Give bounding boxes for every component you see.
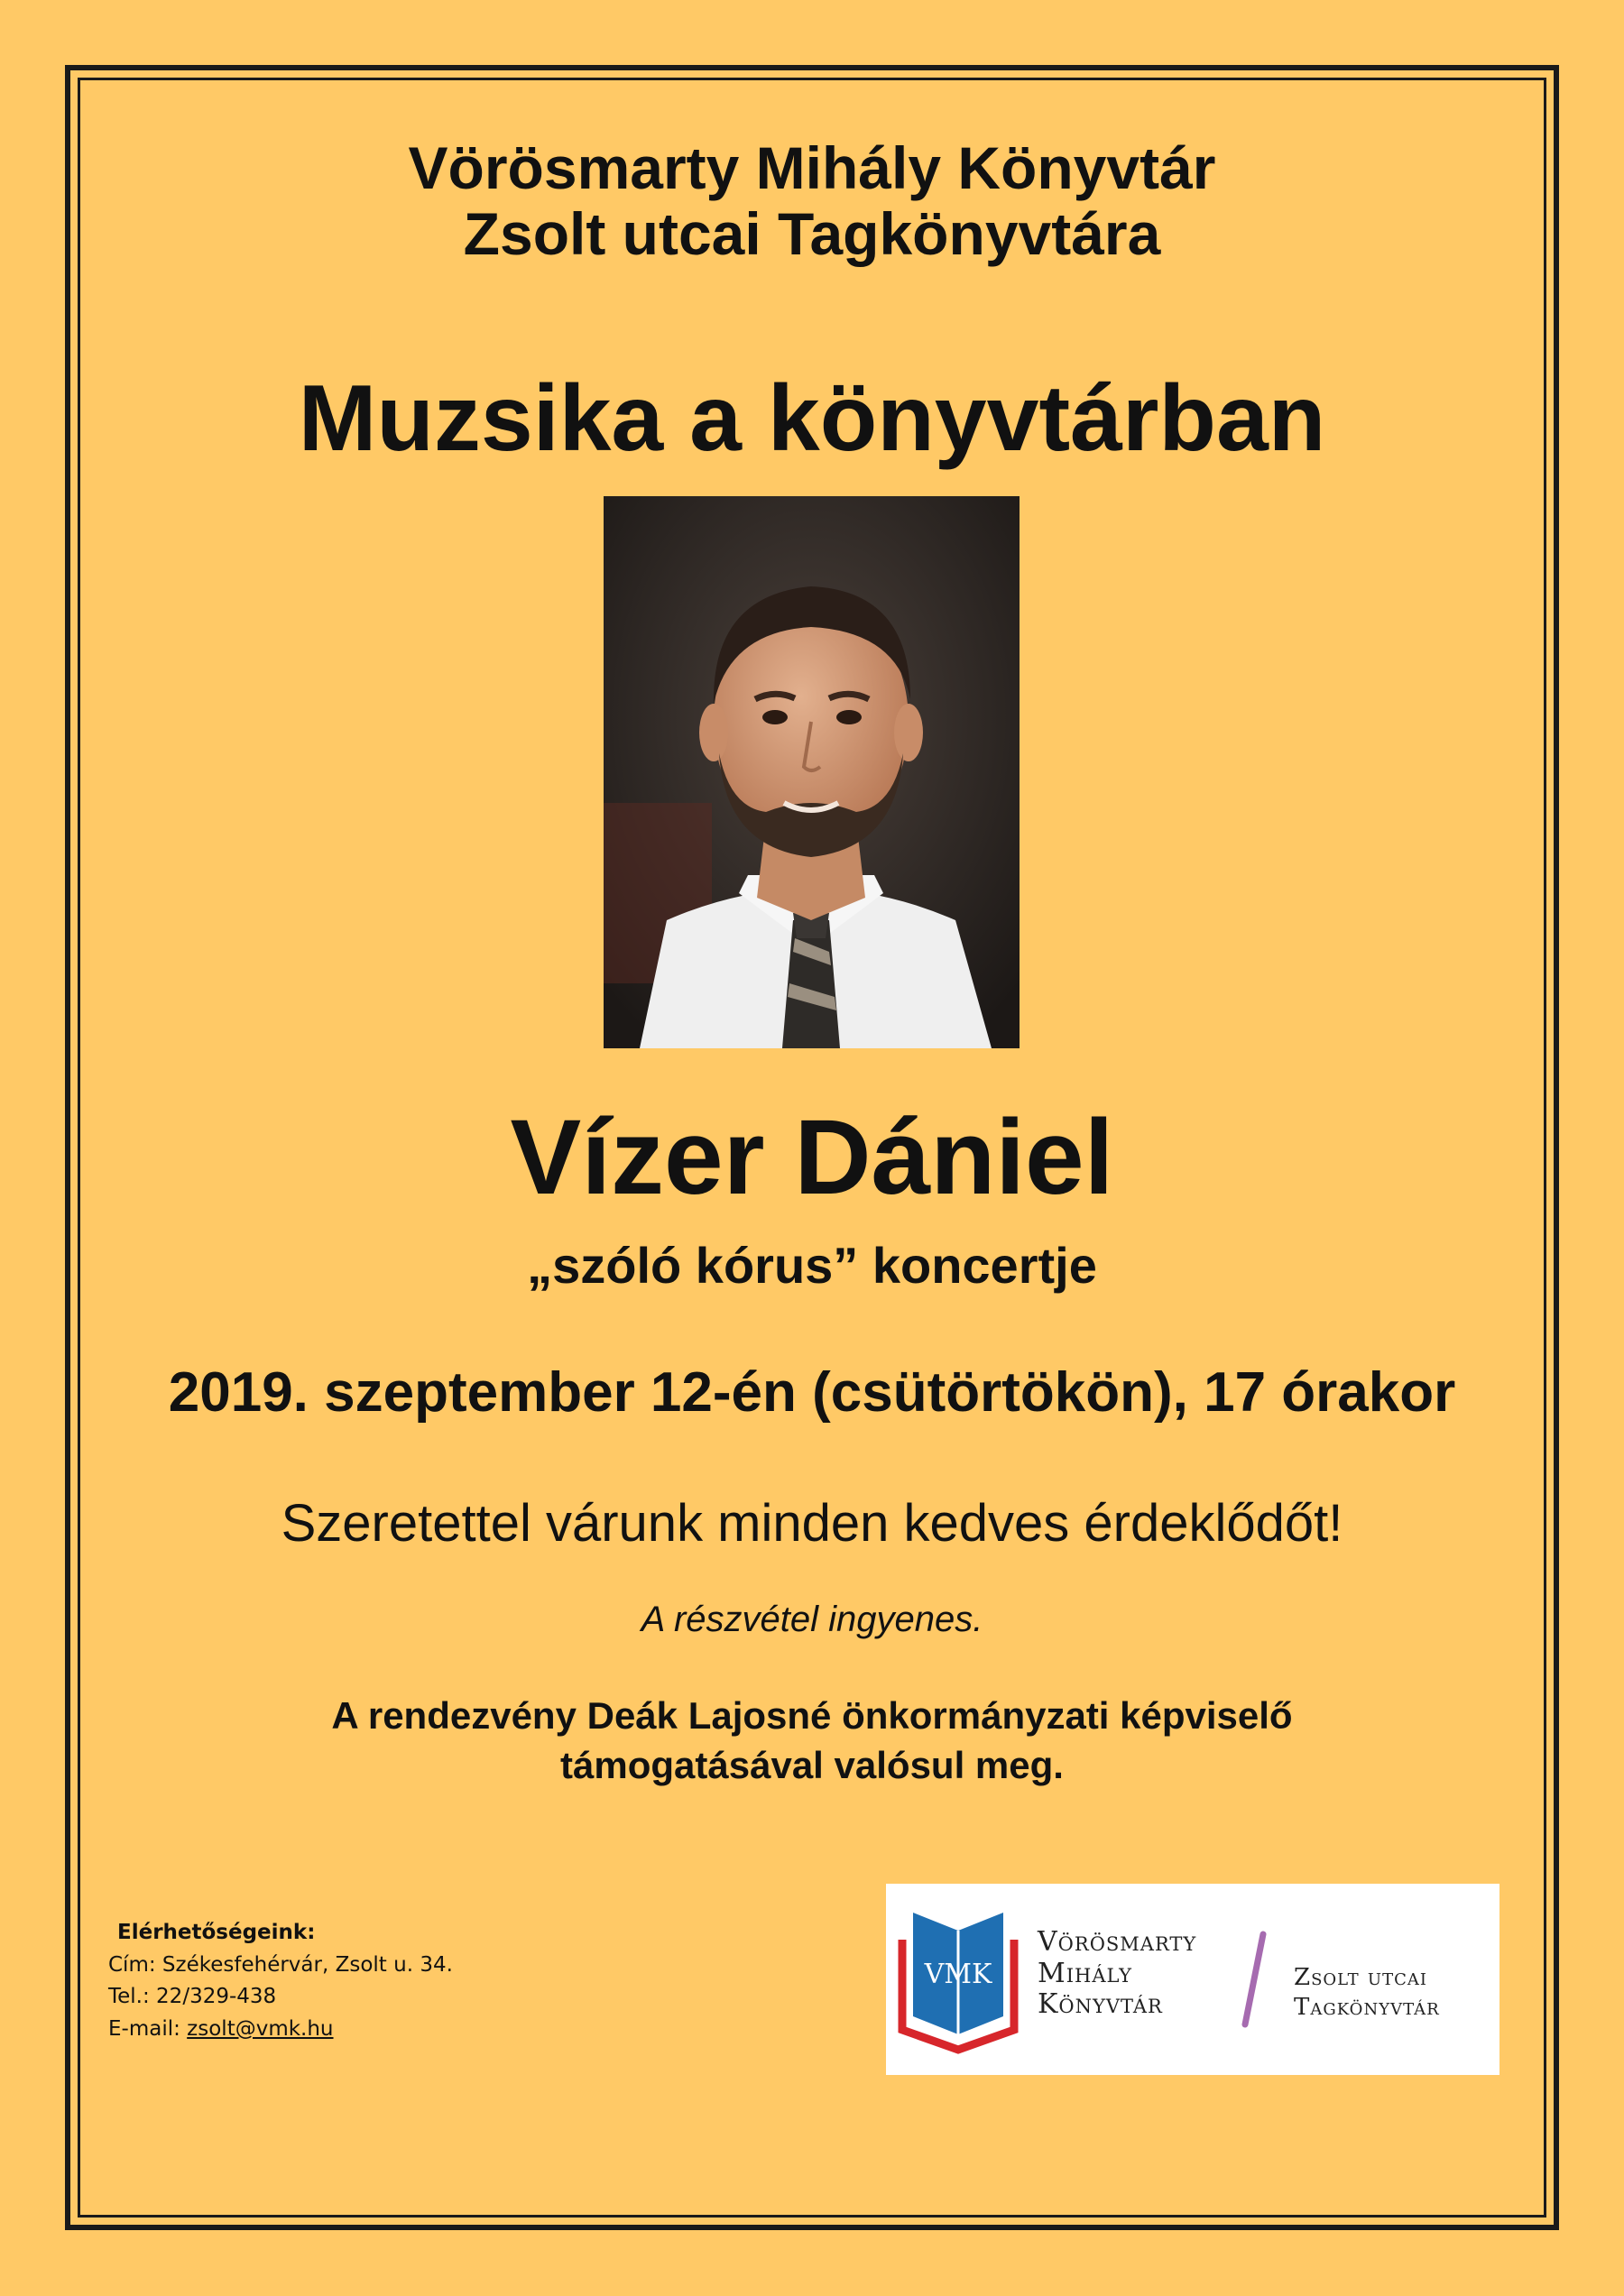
logo-library-name (1038, 1927, 1196, 2021)
logo-mark-text: VMK (924, 1959, 992, 1990)
logo-library-line-1: Vörösmarty (1038, 1926, 1197, 1958)
contact-info (108, 1917, 453, 2046)
contact-email-row (108, 2014, 453, 2046)
logo-slash-divider (1240, 1931, 1267, 2030)
event-title: Muzsika a könyvtárban (298, 366, 1326, 471)
vmk-book-logo-icon (895, 1904, 1021, 2057)
performer-photo (604, 496, 1020, 1048)
sponsor-line-1: A rendezvény Deák Lajosné önkormányzati képviselő (331, 1694, 1293, 1737)
sponsor-line-2: támogatásával valósul meg. (560, 1743, 1064, 1786)
contact-email-label: E-mail: (108, 2016, 188, 2041)
free-entry-note: A részvétel ingyenes. (641, 1600, 983, 1639)
logo-library-line-2: Mihály (1038, 1957, 1132, 1989)
welcome-message: Szeretettel várunk minden kedves érdeklődőt! (281, 1494, 1343, 1553)
logo-library-line-3: Könyvtár (1038, 1988, 1163, 2020)
contact-address: Cím: Székesfehérvár, Zsolt u. 34. (108, 1952, 453, 1977)
contact-heading: Elérhetőségeink: (117, 1921, 316, 1944)
branch-name: Zsolt utcai Tagkönyvtára (463, 199, 1161, 267)
library-header (78, 135, 1546, 266)
logo-branch-name (1294, 1963, 1440, 2022)
concert-subtitle: „szóló kórus” koncertje (527, 1237, 1097, 1294)
event-datetime: 2019. szeptember 12-én (csütörtökön), 17 órakor (168, 1361, 1456, 1424)
contact-phone: Tel.: 22/329-438 (108, 1985, 277, 2009)
contact-email-link[interactable]: zsolt@vmk.hu (187, 2016, 334, 2041)
performer-portrait-illustration (604, 496, 1020, 1048)
logo-branch-line-2: Tagkönyvtár (1294, 1993, 1440, 2021)
library-name: Vörösmarty Mihály Könyvtár (408, 134, 1216, 201)
sponsor-note (78, 1692, 1546, 1790)
performer-name: Vízer Dániel (510, 1098, 1114, 1217)
library-logo (886, 1884, 1499, 2075)
logo-branch-line-1: Zsolt utcai (1294, 1964, 1427, 1991)
